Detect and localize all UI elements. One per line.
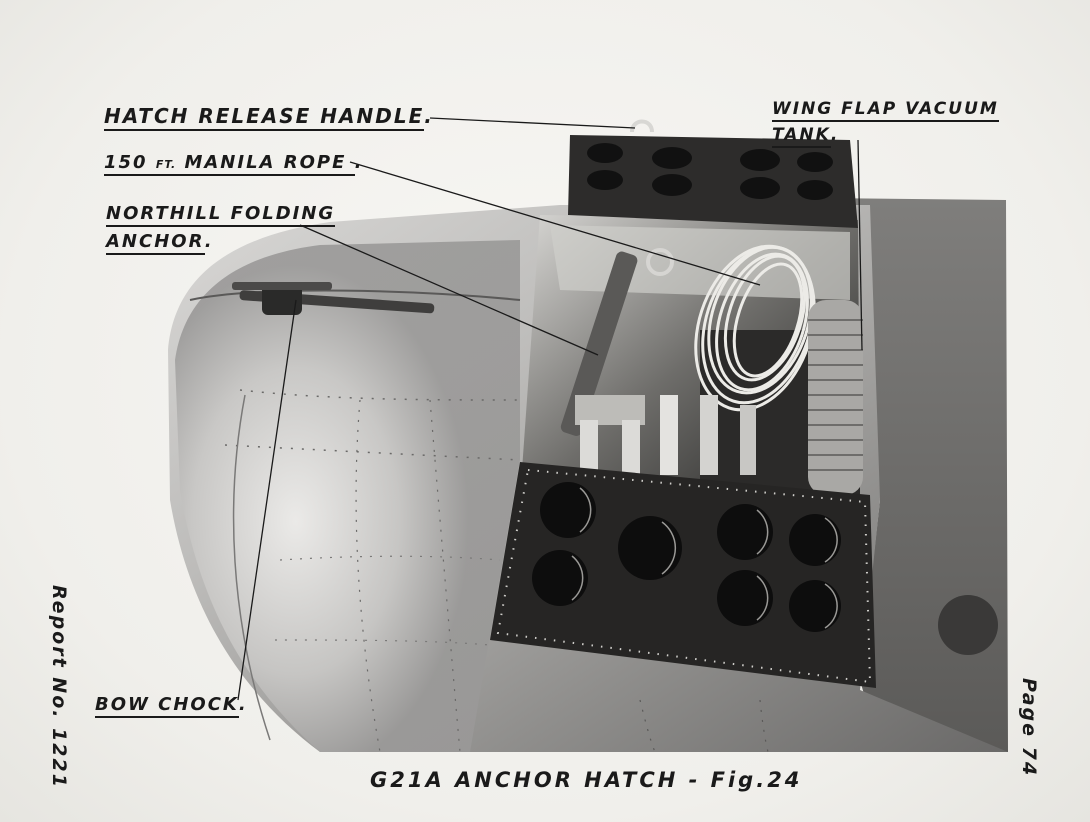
label-manila-rope: 150 FT. MANILA ROPE . bbox=[104, 152, 364, 173]
label-wing-flap-vacuum-tank: WING FLAP VACUUM TANK. bbox=[772, 96, 999, 148]
wing-flap-line-2: TANK bbox=[772, 125, 831, 148]
label-hatch-release-handle: HATCH RELEASE HANDLE. bbox=[104, 104, 434, 128]
northill-line-2: ANCHOR bbox=[106, 231, 205, 255]
northill-line-1: NORTHILL FOLDING bbox=[106, 203, 335, 227]
wing-flap-line-1: WING FLAP VACUUM bbox=[772, 99, 999, 122]
report-number: Report No. 1221 bbox=[48, 585, 70, 789]
figure-caption: G21A ANCHOR HATCH - Fig.24 bbox=[370, 768, 803, 792]
page-number: Page 74 bbox=[1018, 678, 1040, 778]
label-bow-chock: BOW CHOCK. bbox=[95, 694, 248, 715]
rope-type: MANILA ROPE bbox=[184, 152, 347, 173]
rope-length: 150 bbox=[104, 152, 148, 173]
rope-unit: FT. bbox=[155, 158, 177, 171]
label-northill-anchor: NORTHILL FOLDING ANCHOR. bbox=[106, 200, 335, 256]
